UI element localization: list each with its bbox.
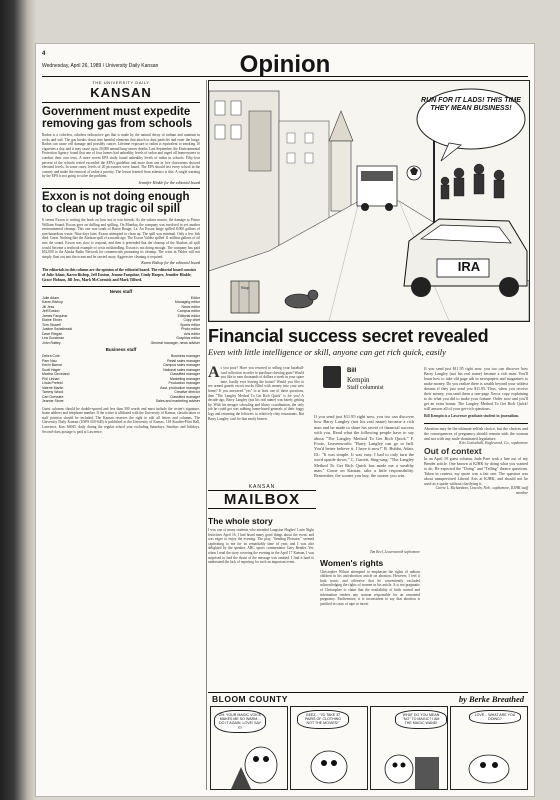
news-row bbox=[42, 341, 200, 346]
business-role: Creative director bbox=[174, 390, 200, 395]
news-name: Karen Bishop bbox=[42, 300, 64, 305]
business-role: Campus sales manager bbox=[163, 363, 200, 368]
news-name: Dave Riegan bbox=[42, 331, 63, 336]
author-label: Bill bbox=[347, 368, 357, 374]
feature-headline: Financial success secret revealed bbox=[208, 326, 489, 346]
comic-bubble-2: GEEZ... "I'D TAKE 37 PAIRS OF CLOTHING NOT THE MOVIES!" bbox=[297, 710, 349, 729]
feature-right-column bbox=[424, 366, 528, 496]
news-role: Arts editor bbox=[184, 331, 200, 336]
business-name: Kevin Barron bbox=[42, 363, 63, 368]
news-role: General manager, news adviser bbox=[150, 340, 200, 345]
letter-signature-context: Carrie L. Richardson, Lincoln, Neb., sophomore, KJHK staff member bbox=[435, 485, 528, 495]
comic-panel-1 bbox=[210, 706, 288, 790]
comic-panel-3 bbox=[370, 706, 448, 790]
cartoon-car-text: IRA bbox=[457, 259, 481, 274]
newspaper-page bbox=[36, 44, 534, 796]
news-role: Campus editor bbox=[177, 309, 200, 314]
business-name: Valerie Martin bbox=[42, 385, 64, 390]
feature-note: Bill Kempin is a Lawrence graduate student in journalism. bbox=[424, 414, 520, 418]
news-name: Lea Goodman bbox=[42, 336, 65, 341]
page-header bbox=[42, 50, 528, 77]
comic-strip bbox=[208, 692, 528, 791]
masthead-name: KANSAN bbox=[90, 85, 152, 100]
letter-headline-whole-story: The whole story bbox=[208, 516, 273, 526]
letter-womens-rights bbox=[320, 550, 420, 606]
letter-signature-whole-story: Tim Keel, Leavenworth sophomore bbox=[369, 550, 420, 554]
business-name: Martha Cleveland bbox=[42, 372, 70, 377]
business-name: Carl Gresslee bbox=[42, 394, 64, 399]
comic-author: by Berke Breathed bbox=[458, 694, 524, 704]
business-name: Linda Prefeld bbox=[42, 381, 63, 386]
issue-date: Wednesday, April 26, 1989 / University Daily Kansan bbox=[42, 63, 159, 69]
masthead-top: THE UNIVERSITY DAILY bbox=[92, 80, 150, 85]
feature-intro: As you poor? Have you resorted to selling your baseball-card collection in order to purchase chewing gum? Would you like to earn thousands of dollars a week in your spare time, hardly ever leaving the house? Would you like to see armed guards escort trucks filled with money into your new home? If you answered "yes" to at least one of these questions, then "The Langley Method To Get Rich Quick" is for you! A decade ago, Barry Langley (not his real name) was barely getting by. With his meager schooling and blurry coordination, the only job he could get was rubbing home-based generals of their foggy logs and returning the leftovers to relatively ritzy restaurants. But Barry Langley can't be that easily beaten. bbox=[208, 364, 304, 421]
news-role: Editorial editor bbox=[177, 313, 200, 318]
staff-box bbox=[42, 286, 200, 435]
author-name: Kempin bbox=[347, 376, 370, 384]
news-role: Copy chief bbox=[183, 318, 200, 323]
news-name: Jeff Euston bbox=[42, 309, 60, 314]
news-role: Graphics editor bbox=[176, 336, 200, 341]
comic-bubble-4: LOVE... WHAT ARE YOU DOING? bbox=[469, 710, 521, 724]
comic-bubble-1: OH, YOUR MAGIC VOICE MAKES ME SO WARM... DO IT AGAIN, LOVE! SAY IT! bbox=[214, 710, 266, 733]
author-role: Staff columnist bbox=[347, 385, 384, 391]
editorial-signature-radon: Jennifer Hinkle for the editorial board bbox=[138, 179, 200, 185]
news-role: Sports editor bbox=[180, 322, 200, 327]
business-role: Classified manager bbox=[170, 394, 200, 399]
cartoon-sign-text: RUN FOR IT LADS! THIS TIME THEY MEAN BUSINESS! bbox=[421, 97, 521, 112]
business-name: Jeanne Stone bbox=[42, 399, 64, 404]
business-role: Marketing manager bbox=[169, 376, 200, 381]
feature-right-text: If you send just $11.95 right now, you too can discover how Barry Langley (not his real name) became a rich man. You'll learn how to take old page ads in newspapers and magazines to make money. Do you realize there is wealth beyond your wildest dreams if they just send you $11.95. Thus, when you receive their money, you send them a one-page Xerox copy explaining to do what you did to make your fortune. Order now and you'll get an extra bonus: The Langley Method To Get Rich Quick! will answer all of your get-rich questions. bbox=[424, 366, 528, 411]
editorial-headline-radon: Government must expedite removing gas from schools bbox=[42, 106, 193, 130]
business-name: Debra Cole bbox=[42, 354, 60, 359]
editorial-signature-exxon: Karen Bishop for the editorial board bbox=[141, 260, 200, 266]
mailbox-title: MAILBOX bbox=[208, 490, 316, 509]
author-photo bbox=[323, 366, 341, 388]
binding-edge bbox=[0, 0, 36, 800]
news-staff-list bbox=[42, 296, 200, 346]
letter-body-context: In an April 19 guest column, Jude Pare took a line out of my Bender article. One known at KJHK by doing what you wanted to do. He expected the "Doing" and "Telling" theatre questions. Taken in context, my quote was a fair one. The question was about unsupervised Liberal Arts at KJHK, and should not be used as a quote without clarifying it. bbox=[424, 455, 528, 486]
feature-right-signature: Kris Gottschalk, Englewood, Co., sophomore bbox=[459, 440, 528, 445]
feature-right-end: Abortion may be the ultimate selfish choice, but the choices and the consequences of pregnancy should remain with the woman and not with any male-dominated legislature. bbox=[424, 423, 528, 441]
cartoon-bin-text: Stop bbox=[240, 285, 250, 290]
business-role: Sales and marketing adviser bbox=[155, 399, 200, 404]
news-name: Tom Stowell bbox=[42, 322, 61, 327]
business-staff-title: Business staff bbox=[105, 347, 137, 353]
business-role: National sales manager bbox=[163, 367, 200, 372]
business-name: Phil Linhart bbox=[42, 376, 60, 381]
business-name: Pam Nau bbox=[42, 358, 57, 363]
section-title: Opinion bbox=[239, 51, 331, 78]
staff-fine-print: Guest columns should be double-spaced and less than 500 words and must include the writer's signature, home address and telephone number. If the writer is affiliated with the University of Kansas, classification or staff position should be included. The Kansan reserves the right to edit all letters and columns. The University Daily Kansan (USPS 650-640) is published at the University of Kansas, 118 Stauffer-Flint Hall, Lawrence, Kan. 66045, daily during the regular school year excluding Saturdays, Sundays and holidays. Second-class postage is paid at Lawrence. bbox=[42, 406, 200, 434]
news-name: Justine Swiatlowski bbox=[42, 327, 73, 332]
letter-headline-womens-rights: Women's rights bbox=[320, 557, 384, 568]
news-name: John Rattey bbox=[42, 340, 61, 345]
feature-byline bbox=[341, 364, 411, 404]
news-role: Managing editor bbox=[174, 300, 200, 305]
editorial-cartoon bbox=[208, 80, 530, 322]
feature-middle: If you send just $11.95 right now, you too can discover how Barry Langley (not his real name) became a rich man and be made to share his secret of financial success with you. Read what the following people have to say about "The Langley Method To Get Rich Quick." F. Foote, Leavenworth: "Barry Langley can go to hell. You'd better believe it. I have it now!" R. Bubba, Adair, Ill.: "It was simple. It was easy. I had to only turn the word upside down." C. Garrett, Sing-sing: "The Langley Method To Get Rich Quick has made me a wealthy man." Come on Kansan, take a little responsibility. Remember, the sooner you buy, the sooner you win. bbox=[314, 414, 414, 479]
business-role: Business manager bbox=[171, 354, 200, 359]
business-role: Production manager bbox=[168, 381, 200, 386]
scan-background bbox=[0, 0, 560, 44]
business-staff-list bbox=[42, 354, 200, 404]
news-role: Photo editor bbox=[181, 327, 200, 332]
news-name: Elaine Ebner bbox=[42, 318, 63, 323]
business-name: Scott Hager bbox=[42, 367, 61, 372]
news-name: Julie Adam bbox=[42, 295, 60, 300]
letter-body-womens-rights: Christopher Wilson attempted to emphasize the rights of unborn children in his anti-abortion article on abortion. However, I feel it both ironic and offensive that he conveniently excluded acknowledging the rights of women in his article. It is not pragmatic of Christopher to claim that the availability of birth control and information renders any woman responsible for an unwanted pregnancy. Furthermore, it is inconsistent to say that abortion is justified in cases of rape or incest. bbox=[320, 569, 420, 606]
business-row bbox=[42, 399, 200, 404]
news-name: James Farquhar bbox=[42, 313, 68, 318]
editorial-board-note: The editorials in this column are the opinion of the editorial board. The editorial board consists of Julie Adam, Karen Bishop, Jeff Euston, Jeanne Farquhar, Cindy Harper, Jennifer Hinkle, Grace Hobson, Jill Jess, Mark McCormick and Mark Tilford. bbox=[42, 268, 197, 282]
business-role: Asst. production manager bbox=[160, 385, 200, 390]
news-staff-title: News staff bbox=[109, 288, 133, 294]
letter-body-whole-story: I was one of many students who attended Langston Hughes' Latin Night festivities April 16. I had heard many good things about the event, and was eager to enjoy the evening. The play, "Sending Pleasure," seemed captivating to me for its remarkably time of year, and I was also delighted by the speaker, ABC sports commentator Gary Bender. Yet, when I read the story covering the evening in the April 17 Kansan, I was surprised to find the thrust of the message was omitted. I find it hard to understand the lack of reporting for such an important event. bbox=[208, 528, 314, 565]
comic-title: BLOOM COUNTY bbox=[212, 694, 288, 704]
news-role: News editor bbox=[181, 304, 200, 309]
letter-headline-context: Out of context bbox=[424, 445, 482, 456]
news-role: Editor bbox=[190, 295, 200, 300]
mailbox-kansan: KANSAN bbox=[248, 484, 276, 490]
comic-panel-4 bbox=[450, 706, 528, 790]
feature-subhead: Even with little intelligence or skill, anyone can get rich quick, easily bbox=[208, 347, 446, 357]
letter-whole-story bbox=[208, 514, 314, 565]
business-name: Tammy Wood bbox=[42, 390, 64, 395]
mailbox-logo bbox=[208, 484, 316, 512]
comic-bubble-3: WHAT DO YOU MEAN "NO" TO MAGIC? I AM THE MAGIC WAND! bbox=[395, 710, 447, 729]
masthead bbox=[42, 80, 200, 103]
editorial-headline-exxon: Exxon is not doing enough to clean up tragic oil spill bbox=[42, 188, 200, 215]
page-number: 4 bbox=[42, 51, 46, 57]
editorial-body-radon: Radon is a colorless, odorless radioactive gas that is made by the natural decay of radium and uranium in rocks and soil. The gas breaks down into harmful elements that attach to dust particles and enter the lungs. Radon can cause cell damage and possibly cancer. Lifetime exposure to radon is equivalent to smoking 10 cigarettes a day, and it may cause up to 20,000 annual lung-cancer deaths. Last September, the Environmental Protection Agency found that one of four homes had unhealthy levels of radon and urged all homeowners to conduct their own tests. A more recent EPA study found unhealthy levels of radon in schools. Fifty-four percent of the schools tested exceeded the EPA's guideline and more than one in five classrooms showed elevated levels. In some cases, levels of 20 picocuries were found. The EPA should test every school in the country and make the removal of radon a priority. The lesson learned from asbestos is this: A single warning by the EPA is not going to solve the problem. bbox=[42, 133, 200, 179]
business-role: Classified manager bbox=[170, 372, 200, 377]
editorial-body-exxon: It seems Exxon is writing the book on how not to win friends. As the saloon master, the damage to Prince William Sound, Exxon goes on drilling and spilling. On Monday, the company was involved in yet another environmental cleanup. This one was south of Baton Rouge, La. An Exxon barge spilled 8,000 gallons of non-hazardous waste. Nine days later, Exxon attempted to clean up. The spill was minimal. Only a few fish died. Great. Nothing like the Alaskan spill of a month ago. The Exxon Valdez spilled 11 million gallons of oil into the sound. Exxon was slow to respond, and then it pretended that the cleanup of the Alaskan oil spill would become a textbook example of crisis mishandling. Exxon is not doing enough. The company has paid $52,000 to the Alaska Radio Network for commercials promoting its cleanup. The crisis in Valdez will not simply float out into the ocean and be carried away. Aggressive cleaning is required. bbox=[42, 217, 200, 259]
news-name: Jill Jess bbox=[42, 304, 55, 309]
editorial-column bbox=[42, 80, 207, 790]
business-role: Retail sales manager bbox=[167, 358, 200, 363]
comic-panel-2 bbox=[290, 706, 368, 790]
